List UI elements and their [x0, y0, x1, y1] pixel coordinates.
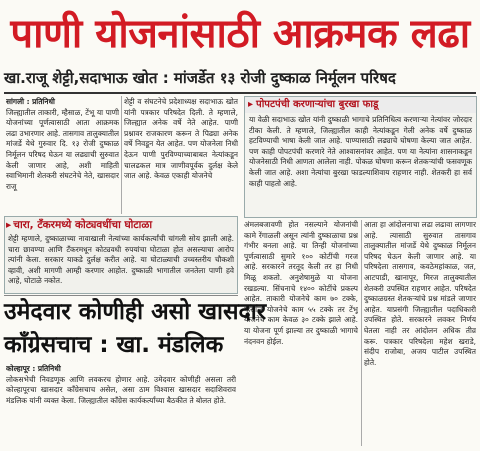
subhead-rule [4, 92, 476, 94]
main-headline: पाणी योजनांसाठी आक्रमक लढा [10, 11, 470, 57]
main-dateline: सांगली : प्रतिनिधी [6, 97, 55, 106]
sidebar-1-title: ▸ पोपटपंची करणाऱ्यांचा बुरखा फाडू [245, 97, 476, 113]
sidebar-2-title: ▸ चारा, टँकरमध्ये कोट्यवधींचा घोटाळा [6, 217, 234, 233]
story-divider [4, 295, 238, 296]
second-dateline: कोल्हापूर : प्रतिनिधी [6, 364, 61, 373]
main-column-1-body: जिल्ह्यातील ताकारी, म्हैसाळ, टेंभू या पाणी योजनांच्या पूर्णत्वासाठी आता आक्रमक लढा उभारणार आहे. तासगाव तालुक्यातील मांजर्डे येथे गुरुवार दि. १३ रोजी दुष्काळ निर्मूलन परिषद घेऊन या लढ्याची सुरुवात केली जाणार आहे, अशी माहिती स्वाभिमानी शेतकरी संघटनेचे नेते, खासदार राजू [6, 107, 119, 191]
main-column-3: अंमलबजावणी होत नसल्याने योजनांची कामे रेंगाळली असून त्यांनी दुष्काळाचा प्रश्न गंभीर बनला आहे. या तिन्ही योजनांच्या पूर्णत्वासाठी सुमारे १०० कोटींची गरज आहे. सरकारने तरतूद केली तर हा निधी मिळू शकतो. अनुशेषामुळे या योजना रखडल्या. सिंचनाचे १४०० कोटींचे प्रकल्प आहेत. ताकारी योजनेचे काम ७० टक्के, म्हैसाळ योजनेचे काम ५५ टक्के तर टेंभू योजनेचे काम केवळ ३० टक्के झाले आहे. या योजना पूर्ण झाल्या तर दुष्काळी भागाचे नंदनवन होईल. [244, 220, 358, 346]
column-divider [361, 220, 362, 446]
main-column-2 [124, 97, 238, 215]
main-subhead: खा.राजू शेट्टी,सदाभाऊ खोत : मांजर्डेत १३ रोजी दुष्काळ निर्मूलन परिषद [4, 69, 396, 87]
second-headline-line-1: उमेदवार कोणीही असो खासदार [4, 299, 267, 325]
main-column-4: आता हा आंदोलनाचा लढा लढावा लागणार आहे. त्यासाठी सुरुवात तासगाव तालुक्यातील मांजर्डे येथे दुष्काळ निर्मूलन परिषद घेऊन केली जाणार आहे. या परिषदेला तासगाव, कवठेमहांकाळ, जत, आटपाडी, खानापूर, मिरज तालुक्यातील शेतकरी उपस्थित राहणार आहेत. परिषदेत दुष्काळग्रस्त शेतकऱ्यांचे प्रश्न मांडले जाणार आहेत. याप्रसंगी जिल्ह्यातील पदाधिकारी उपस्थित होते. सरकारने लवकर निर्णय घेतला नाही तर आंदोलन अधिक तीव्र करू. पत्रकार परिषदेला महेश खराडे, संदीप राजोबा, अजय पाटील उपस्थित होते. [364, 220, 476, 367]
main-column-2-body: शेट्टी व संघटनेचे प्रदेशाध्यक्ष सदाभाऊ खोत यांनी पत्रकार परिषदेत दिली. ते म्हणाले, जिल्ह्यात अनेक वर्षे नेते आहेत. पाणी प्रश्नावर राजकारण करून ते पिढ्या अनेक वर्षे निवडून येत आहेत. पण योजनेला निधी देऊन पाणी पुरविण्याच्याबाबत नेत्यांकडून चालढकल मात्र जाणीवपूर्वक दुर्लक्ष केले जात आहे. केवळ एकाही योजनेचे [124, 97, 238, 181]
column-divider [121, 96, 122, 214]
sidebar-1-body: या वेळी सदाभाऊ खोत यांनी दुष्काळी भागाचे प्रतिनिधित्व करणाऱ्या नेत्यांवर जोरदार टीका केली. ते म्हणाले, जिल्ह्यातील काही नेत्यांकडून गेली अनेक वर्षे दुष्काळ हटविण्याची भाषा केली जात आहे. पाण्यासाठी लढ्याचे घोषणा केल्या जात आहेत. पण काही पोपटपंची करणारे नेते आश्वासनांवर आहेत. पण या नेत्यांना शासनाकडून योजनेसाठी निधी आणता आलेला नाही. पोकळ घोषणा करून शेतकऱ्यांची फसवणूक केली जात आहे. अशा नेत्यांचा बुरखा फाडल्याशिवाय राहणार नाही. शेतकरी हा सर्व काही पाहतो आहे. [249, 115, 472, 188]
second-story-text [6, 364, 236, 448]
sidebar-box-popatpanchi [244, 96, 477, 218]
sidebar-2-body: शेट्टी म्हणाले, दुष्काळाच्या नावाखाली नेत्यांच्या कार्यकर्त्यांची चांगली सोय झाली आहे. चारा छावण्या आणि टँकरमधून कोट्यवधी रुपयांचा घोटाळा होत असल्याचा आरोप त्यांनी केला. सरकार याकडे दुर्लक्ष करीत आहे. या घोटाळ्याची उच्चस्तरीय चौकशी व्हावी, अशी मागणी आम्ही करणार आहोत. दुष्काळी भागातील जनतेला पाणी हवे आहे, घोटाळे नकोत. [8, 234, 234, 286]
main-column-1 [6, 97, 119, 215]
second-headline-line-2: काँग्रेसचाच : खा. मंडलिक [4, 332, 224, 358]
second-story-body: लोकसभेची निवडणूक आणि लवकरच होणार आहे. उमेदवार कोणीही असला तरी कोल्हापूरचा खासदार काँग्रेसचाच असेल, असा ठाम विश्वास खासदार सदाशिवराव मंडलिक यांनी व्यक्त केला. जिल्ह्यातील काँग्रेस कार्यकर्त्यांच्या बैठकीत ते बोलत होते. [6, 374, 236, 405]
